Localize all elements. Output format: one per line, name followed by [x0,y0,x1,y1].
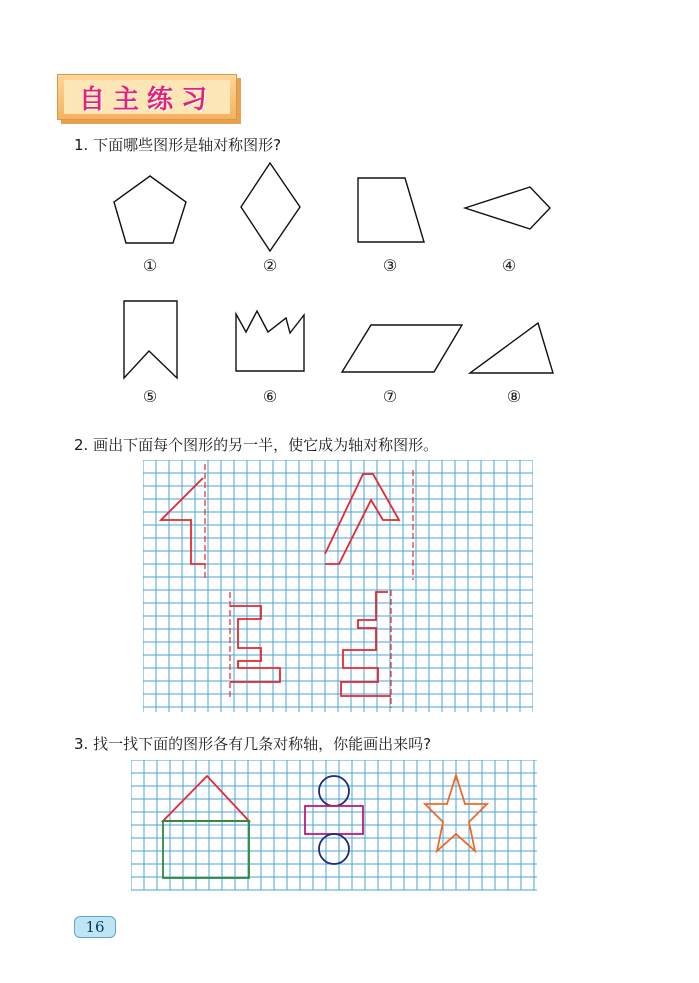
half-figure-4 [341,592,391,696]
banner-title: 自主练习 [78,84,215,115]
shape-rhombus [241,163,300,251]
shape-crown [236,311,304,371]
page-number: 16 [74,916,116,938]
shape-label-5: ⑤ [142,387,158,406]
symmetry-axes-grid [131,760,537,892]
q1-shapes [0,0,699,430]
shape-label-4: ④ [501,256,517,275]
question-3: 3. 找一找下面的图形各有几条对称轴，你能画出来吗? [74,735,432,753]
shape-parallelogram [342,325,462,372]
shape-label-7: ⑦ [382,387,398,406]
shape-pentagon [114,176,186,243]
shape-label-6: ⑥ [262,387,278,406]
shape-notched-flag [124,301,177,378]
middle-rectangle [305,806,363,834]
symmetry-drawing-grid [143,460,533,712]
question-1: 1. 下面哪些图形是轴对称图形? [74,136,282,154]
shape-label-2: ② [262,256,278,275]
shape-label-3: ③ [382,256,398,275]
shape-kite [465,187,550,229]
top-circle [319,776,349,806]
shape-label-1: ① [142,256,158,275]
house-body [163,821,249,878]
shape-trapezoid [358,178,424,242]
shape-label-8: ⑧ [506,387,522,406]
question-2: 2. 画出下面每个图形的另一半，使它成为轴对称图形。 [74,436,439,454]
shape-triangle [470,323,553,373]
